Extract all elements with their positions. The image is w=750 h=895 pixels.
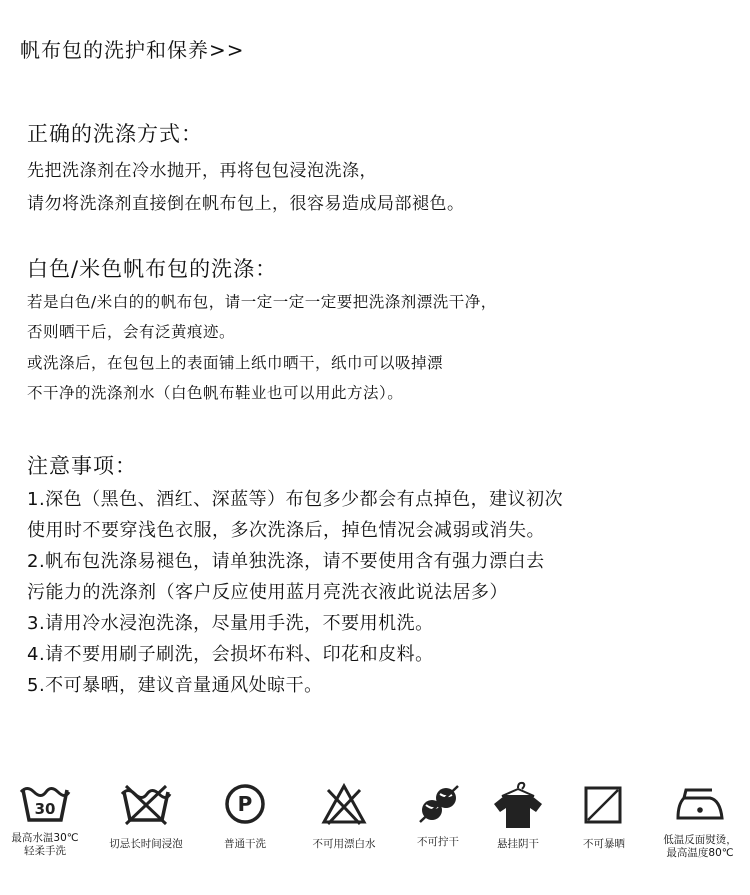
section-title-white-bag-washing: 白色/米色帆布包的洗涤： (27, 257, 278, 281)
no-long-soak-icon (118, 780, 174, 828)
care-item-no-bleach (298, 780, 390, 851)
white-bag-line-3: 或洗涤后，在包包上的表面铺上纸巾晒干，纸巾可以吸掉漂 (27, 354, 444, 372)
notes-line-6: 4.请不要用刷子刷洗，会损坏布料、印花和皮料。 (27, 644, 434, 665)
care-label-low-iron-line-2: 最高温度80℃ (666, 847, 734, 859)
no-wring-icon (410, 780, 466, 828)
hang-shade-dry-icon (490, 780, 546, 832)
care-item-no-sun (558, 780, 650, 851)
washing-method-line-1: 先把洗涤剂在冷水抛开，再将包包浸泡洗涤， (27, 161, 377, 181)
no-sun-icon (576, 780, 632, 828)
care-label-no-bleach: 不可用漂白水 (312, 838, 376, 850)
care-item-wash-30 (0, 780, 91, 858)
white-bag-line-2: 否则晒干后，会有泛黄痕迹。 (27, 323, 236, 341)
care-label-wash-30-line-2: 轻柔手洗 (24, 845, 66, 857)
care-icons-row (0, 780, 750, 895)
white-bag-line-4: 不干净的洗涤剂水（白色帆布鞋业也可以用此方法）。 (27, 384, 404, 402)
wash-30-icon (17, 780, 73, 828)
notes-line-4: 污能力的洗涤剂（客户反应使用蓝月亮洗衣液此说法居多） (27, 582, 508, 603)
care-label-no-long-soak: 切忌长时间浸泡 (109, 838, 183, 850)
section-title-notes: 注意事项： (27, 454, 137, 478)
care-item-hang-dry (472, 780, 564, 851)
dry-clean-p-icon (217, 780, 273, 828)
notes-line-2: 使用时不要穿浅色衣服，多次洗涤后，掉色情况会减弱或消失。 (27, 520, 545, 541)
no-bleach-icon (316, 780, 372, 828)
care-item-no-wring (392, 780, 484, 849)
care-label-hang-dry: 悬挂阴干 (497, 838, 539, 850)
care-label-dry-clean: 普通干洗 (224, 838, 266, 850)
care-label-low-iron-line-1: 低温反面熨烫， (663, 834, 737, 846)
low-iron-icon (672, 780, 728, 828)
notes-line-5: 3.请用冷水浸泡洗涤，尽量用手洗，不要用机洗。 (27, 613, 434, 634)
care-label-no-sun: 不可暴晒 (583, 838, 625, 850)
notes-line-1: 1.深色（黑色、酒红、深蓝等）布包多少都会有点掉色，建议初次 (27, 489, 564, 510)
section-title-washing-method: 正确的洗涤方式： (27, 122, 203, 146)
care-label-no-wring: 不可拧干 (417, 836, 459, 848)
care-item-dry-clean (199, 780, 291, 851)
white-bag-line-1: 若是白色/米白的的帆布包，请一定一定一定要把洗涤剂漂洗干净， (27, 293, 497, 311)
page-title: 帆布包的洗护和保养>> (20, 38, 245, 62)
washing-method-line-2: 请勿将洗涤剂直接倒在帆布包上，很容易造成局部褪色。 (27, 194, 465, 214)
care-label-wash-30-line-1: 最高水温30℃ (11, 832, 79, 844)
care-item-no-long-soak (100, 780, 192, 851)
wash-temp-number: 30 (34, 800, 56, 818)
notes-line-7: 5.不可暴晒，建议音量通风处晾干。 (27, 675, 323, 696)
notes-line-3: 2.帆布包洗涤易褪色，请单独洗涤，请不要使用含有强力漂白去 (27, 551, 545, 572)
dry-clean-letter: P (237, 792, 253, 816)
care-item-low-iron (654, 780, 746, 860)
